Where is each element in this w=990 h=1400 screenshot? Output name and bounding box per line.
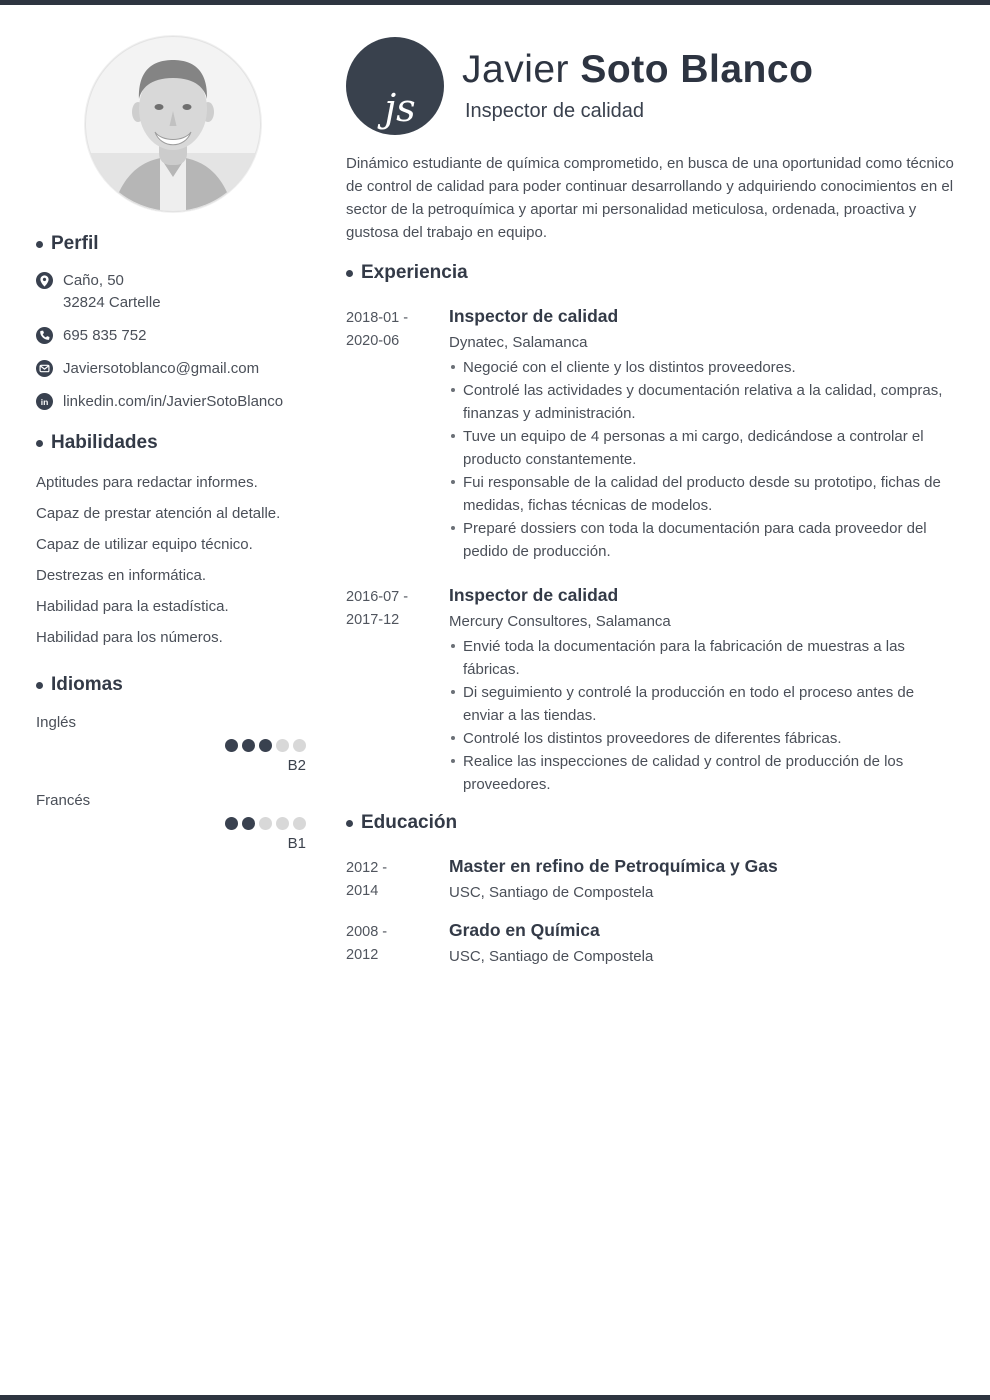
perfil-heading xyxy=(36,233,310,255)
language-level-dot xyxy=(259,817,272,830)
educacion-heading xyxy=(346,812,956,834)
skill-item: Habilidad para la estadística. xyxy=(36,598,229,615)
language-name: Francés xyxy=(36,792,91,809)
language-level-label: B1 xyxy=(287,835,306,852)
skill-item: Aptitudes para redactar informes. xyxy=(36,474,258,491)
address-line2: 32824 Cartelle xyxy=(63,294,161,311)
education-title: Grado en Química xyxy=(449,920,600,940)
language-level-dot xyxy=(259,739,272,752)
email-row xyxy=(36,358,310,380)
summary-paragraph: Dinámico estudiante de química comprometido, en busca de una oportunidad como técnico de control de calidad para poder continuar desarrollando y adquiriendo conocimientos en el sector de la petroquímica y aportar mi personalidad meticulosa, ordenada, proactiva y gustosa del trabajo en equipo. xyxy=(346,155,954,241)
bullet-item: Tuve un equipo de 4 personas a mi cargo, dedicándose a controlar el producto constantemente. xyxy=(449,425,956,471)
profile-photo xyxy=(84,35,262,213)
language-level-dot xyxy=(276,739,289,752)
section-habilidades xyxy=(36,432,310,648)
experience-company: Dynatec, Salamanca xyxy=(449,334,588,351)
linkedin-row xyxy=(36,391,310,413)
svg-text:in: in xyxy=(40,397,49,407)
sidebar xyxy=(36,35,310,852)
email-text: Javiersotoblanco@gmail.com xyxy=(63,360,260,377)
top-accent-bar xyxy=(0,0,990,5)
skill-item: Capaz de utilizar equipo técnico. xyxy=(36,536,253,553)
education-school: USC, Santiago de Compostela xyxy=(449,884,654,901)
language-level-dot xyxy=(293,817,306,830)
initials-avatar xyxy=(346,37,444,135)
education-body xyxy=(449,919,956,968)
linkedin-icon xyxy=(36,393,53,410)
name-block xyxy=(462,49,813,123)
section-bullet xyxy=(346,820,353,827)
main-content xyxy=(346,152,956,968)
experiencia-heading xyxy=(346,262,956,284)
language-level-dot xyxy=(225,739,238,752)
address-row xyxy=(36,270,310,314)
experience-title: Inspector de calidad xyxy=(449,585,619,605)
first-name: Javier xyxy=(462,48,570,91)
education-dates xyxy=(346,855,449,904)
bullet-item: Negocié con el cliente y los distintos proveedores. xyxy=(449,356,956,379)
section-idiomas xyxy=(36,674,310,852)
language-name: Inglés xyxy=(36,714,77,731)
idiomas-title: Idiomas xyxy=(51,674,123,695)
experience-entry xyxy=(346,305,956,563)
experience-dates xyxy=(346,305,449,563)
experience-title: Inspector de calidad xyxy=(449,306,619,326)
experience-body xyxy=(449,584,956,796)
bottom-accent-bar xyxy=(0,1395,990,1400)
initials-text: js xyxy=(384,86,416,130)
person-name xyxy=(462,49,813,91)
education-entry xyxy=(346,919,956,968)
experience-bullets xyxy=(449,356,956,563)
date-end: 2014 xyxy=(346,883,379,899)
language-level-dot xyxy=(293,739,306,752)
language-level-dot xyxy=(242,817,255,830)
bullet-item: Di seguimiento y controlé la producción en todo el proceso antes de enviar a las tiendas. xyxy=(449,681,956,727)
education-body xyxy=(449,855,956,904)
language-level-dot xyxy=(225,817,238,830)
phone-text: 695 835 752 xyxy=(63,327,147,344)
date-start: 2016-07 - xyxy=(346,589,409,605)
language-level-dot xyxy=(242,739,255,752)
bullet-item: Fui responsable de la calidad del producto desde su prototipo, fichas de medidas, fichas técnicas de modelos. xyxy=(449,471,956,517)
experiencia-title: Experiencia xyxy=(361,262,468,283)
experience-entry xyxy=(346,584,956,796)
experience-company: Mercury Consultores, Salamanca xyxy=(449,613,671,630)
bullet-item: Preparé dossiers con toda la documentación para cada proveedor del pedido de producción. xyxy=(449,517,956,563)
bullet-item: Controlé los distintos proveedores de diferentes fábricas. xyxy=(449,727,956,750)
date-start: 2012 - xyxy=(346,860,388,876)
section-experiencia xyxy=(346,262,956,796)
email-icon xyxy=(36,360,53,377)
habilidades-heading xyxy=(36,432,310,454)
bullet-item: Envié toda la documentación para la fabricación de muestras a las fábricas. xyxy=(449,635,956,681)
experience-dates xyxy=(346,584,449,796)
language-level-dots xyxy=(36,817,310,830)
address-text xyxy=(63,270,310,314)
language-level-dot xyxy=(276,817,289,830)
bullet-item: Realice las inspecciones de calidad y control de producción de los proveedores. xyxy=(449,750,956,796)
section-bullet xyxy=(346,270,353,277)
education-entry xyxy=(346,855,956,904)
language-item xyxy=(36,713,310,774)
experience-bullets xyxy=(449,635,956,796)
language-level-dots xyxy=(36,739,310,752)
date-end: 2020-06 xyxy=(346,333,400,349)
section-bullet xyxy=(36,440,43,447)
habilidades-title: Habilidades xyxy=(51,432,158,453)
date-start: 2018-01 - xyxy=(346,310,409,326)
bullet-item: Controlé las actividades y documentación relativa a la calidad, compras, finanzas y administración. xyxy=(449,379,956,425)
education-dates xyxy=(346,919,449,968)
education-school: USC, Santiago de Compostela xyxy=(449,948,654,965)
portrait-photo-graphic xyxy=(84,35,262,213)
education-title: Master en refino de Petroquímica y Gas xyxy=(449,856,778,876)
date-end: 2017-12 xyxy=(346,612,400,628)
phone-icon xyxy=(36,327,53,344)
section-bullet xyxy=(36,241,43,248)
phone-row xyxy=(36,325,310,347)
skill-item: Capaz de prestar atención al detalle. xyxy=(36,505,281,522)
contact-list xyxy=(36,270,310,413)
educacion-title: Educación xyxy=(361,812,458,833)
section-bullet xyxy=(36,682,43,689)
perfil-title: Perfil xyxy=(51,233,99,254)
header xyxy=(346,37,958,135)
section-perfil xyxy=(36,233,310,413)
address-line1: Caño, 50 xyxy=(63,272,124,289)
experience-body xyxy=(449,305,956,563)
job-title: Inspector de calidad xyxy=(465,100,645,122)
idiomas-heading xyxy=(36,674,310,696)
language-item xyxy=(36,791,310,852)
last-name: Soto Blanco xyxy=(580,48,814,91)
location-pin-icon xyxy=(36,272,53,289)
date-start: 2008 - xyxy=(346,924,388,940)
date-end: 2012 xyxy=(346,947,379,963)
skill-item: Destrezas en informática. xyxy=(36,567,207,584)
linkedin-text: linkedin.com/in/JavierSotoBlanco xyxy=(63,393,284,410)
skill-item: Habilidad para los números. xyxy=(36,629,223,646)
section-educacion xyxy=(346,812,956,968)
language-level-label: B2 xyxy=(287,757,306,774)
